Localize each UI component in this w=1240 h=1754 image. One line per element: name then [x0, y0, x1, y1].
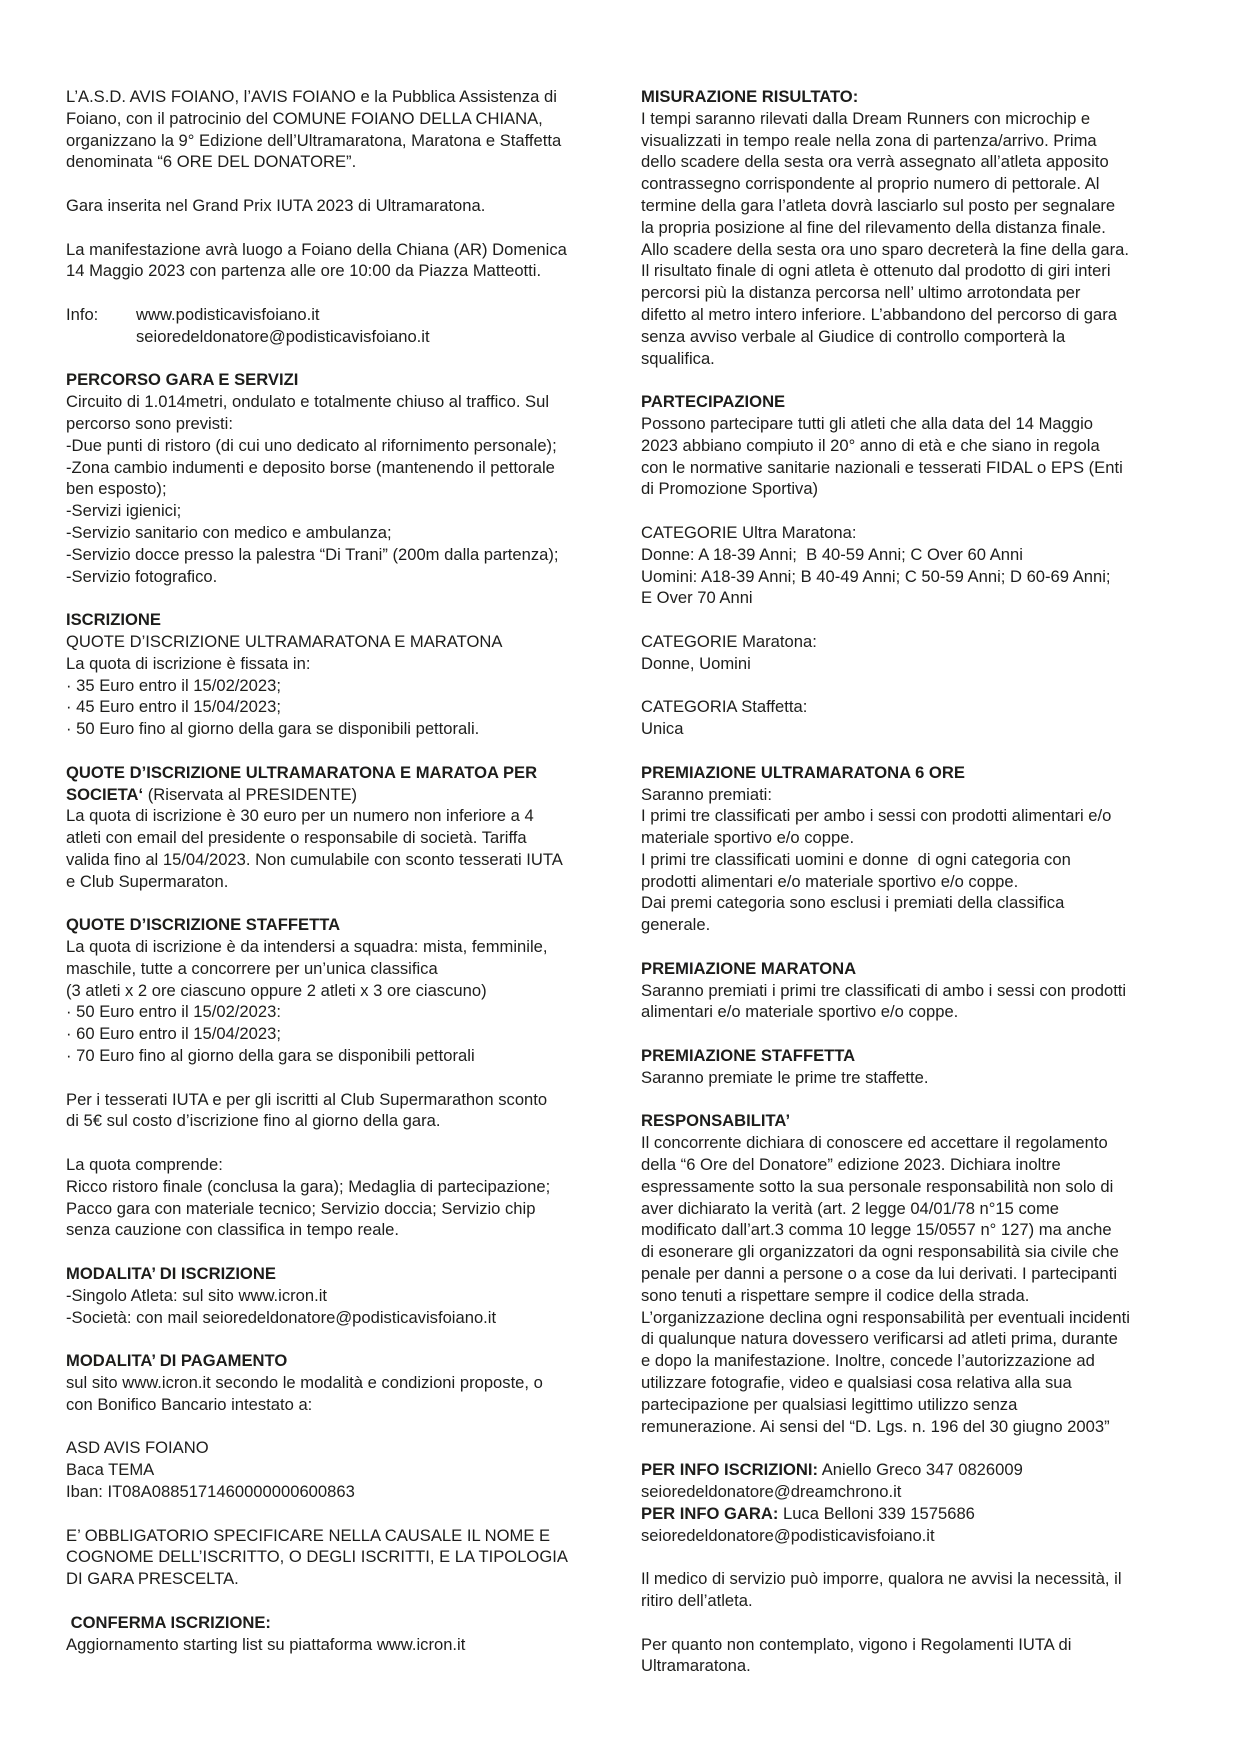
location-paragraph: [66, 239, 621, 283]
text-line: -Servizi igienici;: [66, 501, 182, 521]
text-line: Saranno premiate le prime tre staffette.: [641, 1067, 929, 1087]
text-line: espressamente sotto la sua personale responsabilità non solo di: [641, 1176, 1114, 1196]
text-line: sul sito www.icron.it secondo le modalità e condizioni proposte, o: [66, 1373, 543, 1393]
premiazione-ultra-section: [641, 762, 1186, 936]
text-line: -Servizio docce presso la palestra “Di Trani” (200m dalla partenza);: [66, 544, 559, 564]
text-line: e dopo la manifestazione. Inoltre, concede l’autorizzazione ad: [641, 1351, 1095, 1371]
obbligatorio-paragraph: [66, 1525, 621, 1590]
text-line: Iban: IT08A0885171460000000600863: [66, 1482, 355, 1501]
section-title: PREMIAZIONE MARATONA: [641, 958, 857, 978]
text-line: E Over 70 Anni: [641, 588, 753, 608]
info-iscrizioni-value: Aniello Greco 347 0826009: [818, 1460, 1023, 1480]
text-line: visualizzati in tempo reale nella zona di partenza/arrivo. Prima: [641, 130, 1097, 150]
text-line: senza avviso verbale al Giudice di controllo comporterà la: [641, 326, 1066, 346]
info-gara-value: Luca Belloni 339 1575686: [778, 1503, 975, 1523]
text-line: Ricco ristoro finale (conclusa la gara); Medaglia di partecipazione;: [66, 1176, 551, 1196]
text-line: -Servizio sanitario con medico e ambulanza;: [66, 522, 392, 542]
quote-societa-section: [66, 762, 621, 893]
text-line: CATEGORIE Ultra Maratona:: [641, 522, 857, 542]
grand-prix-paragraph: [66, 195, 621, 217]
text-line: Donne, Uomini: [641, 653, 751, 673]
info-iscrizioni-label: PER INFO ISCRIZIONI:: [641, 1460, 819, 1480]
info-values: [136, 304, 430, 348]
section-title: ISCRIZIONE: [66, 610, 161, 630]
text-line: Pacco gara con materiale tecnico; Servizio doccia; Servizio chip: [66, 1198, 536, 1218]
text-line: modificato dall’art.3 comma 10 legge 15/0557 n° 127) ma anche: [641, 1220, 1112, 1240]
left-column: [66, 86, 621, 1677]
categorie-maratona: [641, 631, 1186, 675]
modalita-pagamento-section: [66, 1350, 621, 1415]
text-line: (3 atleti x 2 ore ciascuno oppure 2 atleti x 3 ore ciascuno): [66, 980, 487, 1000]
conferma-section: [66, 1612, 621, 1656]
section-title: MISURAZIONE RISULTATO:: [641, 87, 859, 106]
info-iscrizioni-line: [641, 1459, 1186, 1481]
info-gara-label: PER INFO GARA:: [641, 1503, 779, 1523]
subtitle-rest: (Riservata al PRESIDENTE): [143, 784, 358, 804]
text-line: Per i tesserati IUTA e per gli iscritti al Club Supermarathon sconto: [66, 1089, 548, 1109]
text-line: generale.: [641, 915, 711, 935]
text-line: di qualunque natura dovessero verificarsi ad atleti prima, durante: [641, 1329, 1118, 1349]
text-line: maschile, tutte a concorrere per un’unica classifica: [66, 958, 438, 978]
text-line: ben esposto);: [66, 479, 167, 499]
categoria-staffetta: [641, 696, 1186, 740]
text-line: 14 Maggio 2023 con partenza alle ore 10:00 da Piazza Matteotti.: [66, 261, 542, 281]
text-line: la propria posizione al fine del rilevamento della distanza finale.: [641, 217, 1106, 237]
text-line: Aggiornamento starting list su piattaforma www.icron.it: [66, 1634, 466, 1654]
comprende-paragraph: [66, 1154, 621, 1241]
text-line: della “6 Ore del Donatore” edizione 2023. Dichiara inoltre: [641, 1155, 1061, 1175]
text-line: Circuito di 1.014metri, ondulato e totalmente chiuso al traffico. Sul: [66, 392, 550, 412]
sconto-paragraph: [66, 1089, 621, 1133]
text-line: · 50 Euro entro il 15/02/2023:: [66, 1002, 281, 1022]
text-line: utilizzare fotografie, video e qualsiasi cosa relativa alla sua: [641, 1373, 1072, 1393]
text-line: con le normative sanitarie nazionali e tesserati FIDAL o EPS (Enti: [641, 457, 1123, 477]
section-subtitle: [66, 784, 621, 806]
text-line: QUOTE D’ISCRIZIONE ULTRAMARATONA E MARATONA: [66, 631, 503, 651]
text-line: I primi tre classificati uomini e donne di ogni categoria con: [641, 849, 1071, 869]
section-title: PREMIAZIONE STAFFETTA: [641, 1046, 856, 1066]
text-line: sono tenuti a rispettare sempre il codice della strada.: [641, 1285, 1030, 1305]
info-gara-line: [641, 1503, 1186, 1525]
bank-details: [66, 1437, 621, 1502]
text-line: Il medico di servizio può imporre, qualora ne avvisi la necessità, il: [641, 1569, 1122, 1589]
text-line: Allo scadere della sesta ora uno sparo decreterà la fine della gara.: [641, 239, 1129, 259]
text-line: con Bonifico Bancario intestato a:: [66, 1394, 313, 1414]
email-link[interactable]: seioredeldonatore@podisticavisfoiano.it: [136, 326, 430, 346]
text-line: percorsi più la distanza percorsa nell’ ultimo arrotondata per: [641, 283, 1081, 303]
text-line: partecipazione per qualsiasi legittimo utilizzo senza: [641, 1394, 1018, 1414]
iscrizioni-email-link[interactable]: seioredeldonatore@dreamchrono.it: [641, 1482, 902, 1501]
text-line: I tempi saranno rilevati dalla Dream Runners con microchip e: [641, 108, 1091, 128]
text-line: valida fino al 15/04/2023. Non cumulabile con sconto tesserati IUTA: [66, 849, 563, 869]
text-line: La manifestazione avrà luogo a Foiano della Chiana (AR) Domenica: [66, 239, 567, 259]
section-title: CONFERMA ISCRIZIONE:: [66, 1612, 271, 1632]
text-line: La quota di iscrizione è da intendersi a squadra: mista, femminile,: [66, 937, 548, 957]
section-title: RESPONSABILITA’: [641, 1111, 791, 1131]
text-line: Per quanto non contemplato, vigono i Regolamenti IUTA di: [641, 1634, 1072, 1654]
text-line: -Zona cambio indumenti e deposito borse (mantenendo il pettorale: [66, 457, 555, 477]
section-title: MODALITA’ DI ISCRIZIONE: [66, 1264, 276, 1284]
percorso-section: [66, 369, 621, 587]
text-line: dello scadere della sesta ora verrà assegnato all’atleta apposito: [641, 152, 1109, 172]
text-line: di esonerare gli organizzatori da ogni responsabilità sia civile che: [641, 1242, 1119, 1262]
section-title: QUOTE D’ISCRIZIONE STAFFETTA: [66, 915, 341, 935]
text-line: denominata “6 ORE DEL DONATORE”.: [66, 152, 357, 172]
text-line: L’organizzazione declina ogni responsabilità per eventuali incidenti: [641, 1307, 1130, 1327]
right-column: [641, 86, 1186, 1699]
section-title: MODALITA’ DI PAGAMENTO: [66, 1351, 288, 1371]
gara-email-link[interactable]: seioredeldonatore@podisticavisfoiano.it: [641, 1525, 935, 1545]
text-line: di 5€ sul costo d’iscrizione fino al giorno della gara.: [66, 1111, 441, 1131]
text-line: · 60 Euro entro il 15/04/2023;: [66, 1024, 281, 1044]
text-line: La quota di iscrizione è 30 euro per un numero non inferiore a 4: [66, 806, 534, 826]
text-line: -Servizio fotografico.: [66, 566, 218, 586]
text-line: Il risultato finale di ogni atleta è ottenuto dal prodotto di giri interi: [641, 261, 1111, 281]
text-line: materiale sportivo e/o coppe.: [641, 828, 855, 848]
text-line: e Club Supermaraton.: [66, 871, 229, 891]
text-line: Saranno premiati:: [641, 784, 772, 804]
text-line: Dai premi categoria sono esclusi i premiati della classifica: [641, 893, 1065, 913]
section-title: QUOTE D’ISCRIZIONE ULTRAMARATONA E MARATOA PER: [66, 762, 538, 782]
text-line: Foiano, con il patrocinio del COMUNE FOIANO DELLA CHIANA,: [66, 108, 543, 128]
text-line: di Promozione Sportiva): [641, 479, 819, 499]
text-line: percorso sono previsti:: [66, 413, 233, 433]
text-line: I primi tre classificati per ambo i sessi con prodotti alimentari e/o: [641, 806, 1112, 826]
text-line: La quota di iscrizione è fissata in:: [66, 653, 311, 673]
text-line: · 35 Euro entro il 15/02/2023;: [66, 675, 281, 695]
medico-paragraph: [641, 1568, 1186, 1612]
info-label: Info:: [66, 304, 99, 324]
modalita-iscrizione-section: [66, 1263, 621, 1328]
text-line: CATEGORIA Staffetta:: [641, 697, 808, 717]
text-line: ASD AVIS FOIANO: [66, 1438, 209, 1458]
text-line: Possono partecipare tutti gli atleti che alla data del 14 Maggio: [641, 413, 1094, 433]
text-line: Baca TEMA: [66, 1460, 155, 1480]
text-line: E’ OBBLIGATORIO SPECIFICARE NELLA CAUSALE IL NOME E: [66, 1525, 551, 1545]
text-line: remunerazione. Ai sensi del “D. Lgs. n. 196 del 30 giugno 2003”: [641, 1416, 1110, 1436]
section-title: PREMIAZIONE ULTRAMARATONA 6 ORE: [641, 762, 965, 782]
text-line: aver dichiarato la verità (art. 2 legge 04/01/78 n°15 come: [641, 1198, 1060, 1218]
text-line: alimentari e/o materiale sportivo e/o coppe.: [641, 1002, 959, 1022]
text-line: · 45 Euro entro il 15/04/2023;: [66, 697, 281, 717]
text-line: La quota comprende:: [66, 1155, 223, 1175]
text-line: Gara inserita nel Grand Prix IUTA 2023 di Ultramaratona.: [66, 195, 486, 215]
text-line: senza cauzione con classifica in tempo reale.: [66, 1220, 399, 1240]
contacts-block: [641, 1459, 1186, 1546]
text-line: organizzano la 9° Edizione dell’Ultramaratona, Maratona e Staffetta: [66, 130, 562, 150]
text-line: ritiro dell’atleta.: [641, 1590, 753, 1610]
text-line: atleti con email del presidente o responsabile di società. Tariffa: [66, 828, 527, 848]
section-title: PERCORSO GARA E SERVIZI: [66, 370, 299, 390]
intro-paragraph: [66, 86, 621, 173]
partecipazione-section: [641, 391, 1186, 500]
section-title: PARTECIPAZIONE: [641, 392, 786, 412]
categorie-ultra: [641, 522, 1186, 609]
premiazione-maratona-section: [641, 958, 1186, 1023]
text-line: -Società: con mail seioredeldonatore@podisticavisfoiano.it: [66, 1307, 497, 1327]
regolamenti-paragraph: [641, 1634, 1186, 1678]
text-line: Il concorrente dichiara di conoscere ed accettare il regolamento: [641, 1133, 1108, 1153]
premiazione-staffetta-section: [641, 1045, 1186, 1089]
text-line: DI GARA PRESCELTA.: [66, 1569, 239, 1589]
text-line: contrassegno corrispondente al proprio numero di pettorale. Al: [641, 174, 1100, 194]
text-line: -Singolo Atleta: sul sito www.icron.it: [66, 1285, 328, 1305]
text-line: L’A.S.D. AVIS FOIANO, l’AVIS FOIANO e la Pubblica Assistenza di: [66, 87, 557, 106]
text-line: Ultramaratona.: [641, 1656, 751, 1676]
text-line: COGNOME DELL’ISCRITTO, O DEGLI ISCRITTI, E LA TIPOLOGIA: [66, 1547, 568, 1567]
text-line: Donne: A 18-39 Anni; B 40-59 Anni; C Over 60 Anni: [641, 544, 1023, 564]
website-link[interactable]: www.podisticavisfoiano.it: [136, 304, 320, 324]
responsabilita-section: [641, 1110, 1186, 1437]
text-line: -Due punti di ristoro (di cui uno dedicato al rifornimento personale);: [66, 435, 557, 455]
text-line: 2023 abbiano compiuto il 20° anno di età e che siano in regola: [641, 435, 1100, 455]
text-line: Saranno premiati i primi tre classificati di ambo i sessi con prodotti: [641, 980, 1127, 1000]
text-line: CATEGORIE Maratona:: [641, 631, 817, 651]
info-block: [66, 304, 621, 348]
text-line: Uomini: A18-39 Anni; B 40-49 Anni; C 50-59 Anni; D 60-69 Anni;: [641, 566, 1111, 586]
subtitle-bold: SOCIETA‘: [66, 784, 144, 804]
text-line: penale per danni a persone o a cose da lui derivati. I partecipanti: [641, 1264, 1118, 1284]
misurazione-section: [641, 86, 1186, 369]
quote-staffetta-section: [66, 914, 621, 1067]
text-line: · 70 Euro fino al giorno della gara se disponibili pettorali: [66, 1046, 475, 1066]
text-line: Unica: [641, 719, 684, 739]
text-line: termine della gara l’atleta dovrà lasciarlo sul posto per segnalare: [641, 195, 1116, 215]
text-line: prodotti alimentari e/o materiale sportivo e/o coppe.: [641, 871, 1019, 891]
text-line: difetto al metro intero inferiore. L’abbandono del percorso di gara: [641, 304, 1117, 324]
text-line: · 50 Euro fino al giorno della gara se disponibili pettorali.: [66, 719, 480, 739]
text-line: squalifica.: [641, 348, 715, 368]
iscrizione-section: [66, 609, 621, 740]
